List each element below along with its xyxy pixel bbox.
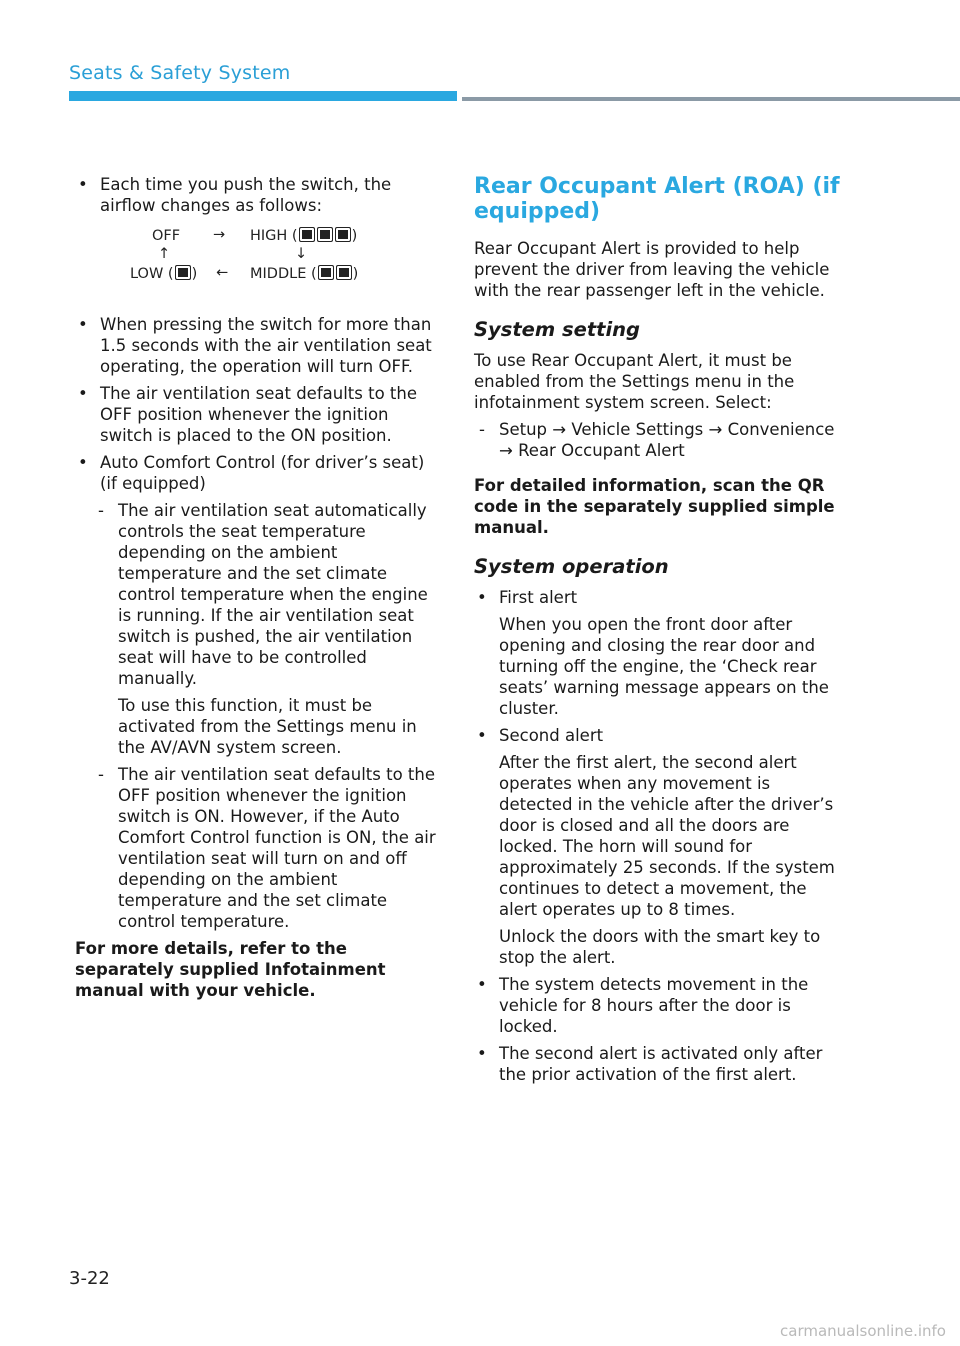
header-rule-gray	[462, 97, 960, 101]
flow-middle-label: MIDDLE ( )	[250, 266, 359, 282]
seat-fan-icon	[317, 227, 333, 242]
page-number: 3-22	[69, 1268, 110, 1289]
watermark: carmanualsonline.info	[780, 1322, 946, 1340]
flow-high-label: HIGH ( )	[250, 228, 358, 244]
system-setting-text: To use Rear Occupant Alert, it must be enabled from the Settings menu in the infotainment system screen. Select:	[474, 351, 795, 412]
first-alert-text: When you open the front door after opening and closing the rear door and turning off the engine, the ‘Check rear seats’ warning message appears on the cluster.	[499, 615, 829, 718]
system-operation-title: System operation	[474, 555, 669, 578]
bullet-prior-activation: • The second alert is activated only after the prior activation of the first alert.	[474, 1043, 844, 1085]
section-header-title: Seats & Safety System	[69, 62, 291, 84]
dash-default-off: - The air ventilation seat defaults to the OFF position whenever the ignition switch is ON. However, if the Auto Comfort Control function is ON, the air ventilation seat will turn on and off depending on the ambient temperature and the set climate control temperature.	[93, 764, 437, 932]
airflow-diagram	[75, 222, 437, 304]
roa-intro: Rear Occupant Alert is provided to help prevent the driver from leaving the vehicle with the rear passenger left in the vehicle.	[474, 239, 830, 300]
seat-fan-icon	[175, 265, 191, 280]
flow-low-label: LOW ( )	[130, 266, 198, 282]
dash-auto-control-note: To use this function, it must be activated from the Settings menu in the AV/AVN system screen.	[118, 696, 417, 757]
left-column	[75, 174, 437, 1001]
second-alert-text: After the first alert, the second alert operates when any movement is detected in the vehicle after the driver’s door is closed and all the doors are locked. The horn will sound for approximately 25 seconds. If the system continues to detect a movement, the alert operates up to 8 times.	[499, 753, 835, 919]
roa-section-title: Rear Occupant Alert (ROA) (if equipped)	[474, 174, 840, 224]
system-setting-title: System setting	[474, 318, 641, 341]
dash-auto-control: - The air ventilation seat automatically controls the seat temperature depending on the ambient temperature and the set climate control temperature when the engine is running. If the air ventilation seat switch is pushed, the air ventilation seat will have to be controlled manually.	[93, 500, 437, 689]
seat-fan-icon	[336, 265, 352, 280]
bullet-first-alert: • First alert	[474, 587, 844, 608]
arrow-left-icon: ←	[216, 265, 229, 281]
bullet-detect-duration: • The system detects movement in the vehicle for 8 hours after the door is locked.	[474, 974, 844, 1037]
seat-fan-icon	[299, 227, 315, 242]
infotainment-note: For more details, refer to the separately supplied Infotainment manual with your vehicle.	[75, 939, 386, 1000]
settings-path: - Setup → Vehicle Settings → Convenience → Rear Occupant Alert	[474, 419, 844, 461]
right-column	[474, 174, 844, 1091]
bullet-intro: • Each time you push the switch, the airflow changes as follows:	[75, 174, 437, 216]
bullet-auto-comfort: • Auto Comfort Control (for driver’s seat) (if equipped)	[75, 452, 437, 494]
second-alert-note: Unlock the doors with the smart key to stop the alert.	[499, 927, 821, 967]
bullet-long-press: • When pressing the switch for more than 1.5 seconds with the air ventilation seat operating, the operation will turn OFF.	[75, 314, 437, 377]
arrow-right-icon: →	[213, 227, 226, 243]
header-rule-accent	[69, 91, 457, 101]
arrow-down-icon: ↓	[295, 246, 308, 262]
seat-fan-icon	[318, 265, 334, 280]
bullet-second-alert: • Second alert	[474, 725, 844, 746]
bullet-default-off: • The air ventilation seat defaults to the OFF position whenever the ignition switch is placed to the ON position.	[75, 383, 437, 446]
qr-note: For detailed information, scan the QR code in the separately supplied simple manual.	[474, 476, 835, 537]
seat-fan-icon	[335, 227, 351, 242]
flow-off-label: OFF	[152, 228, 181, 244]
arrow-up-icon: ↑	[158, 246, 171, 262]
